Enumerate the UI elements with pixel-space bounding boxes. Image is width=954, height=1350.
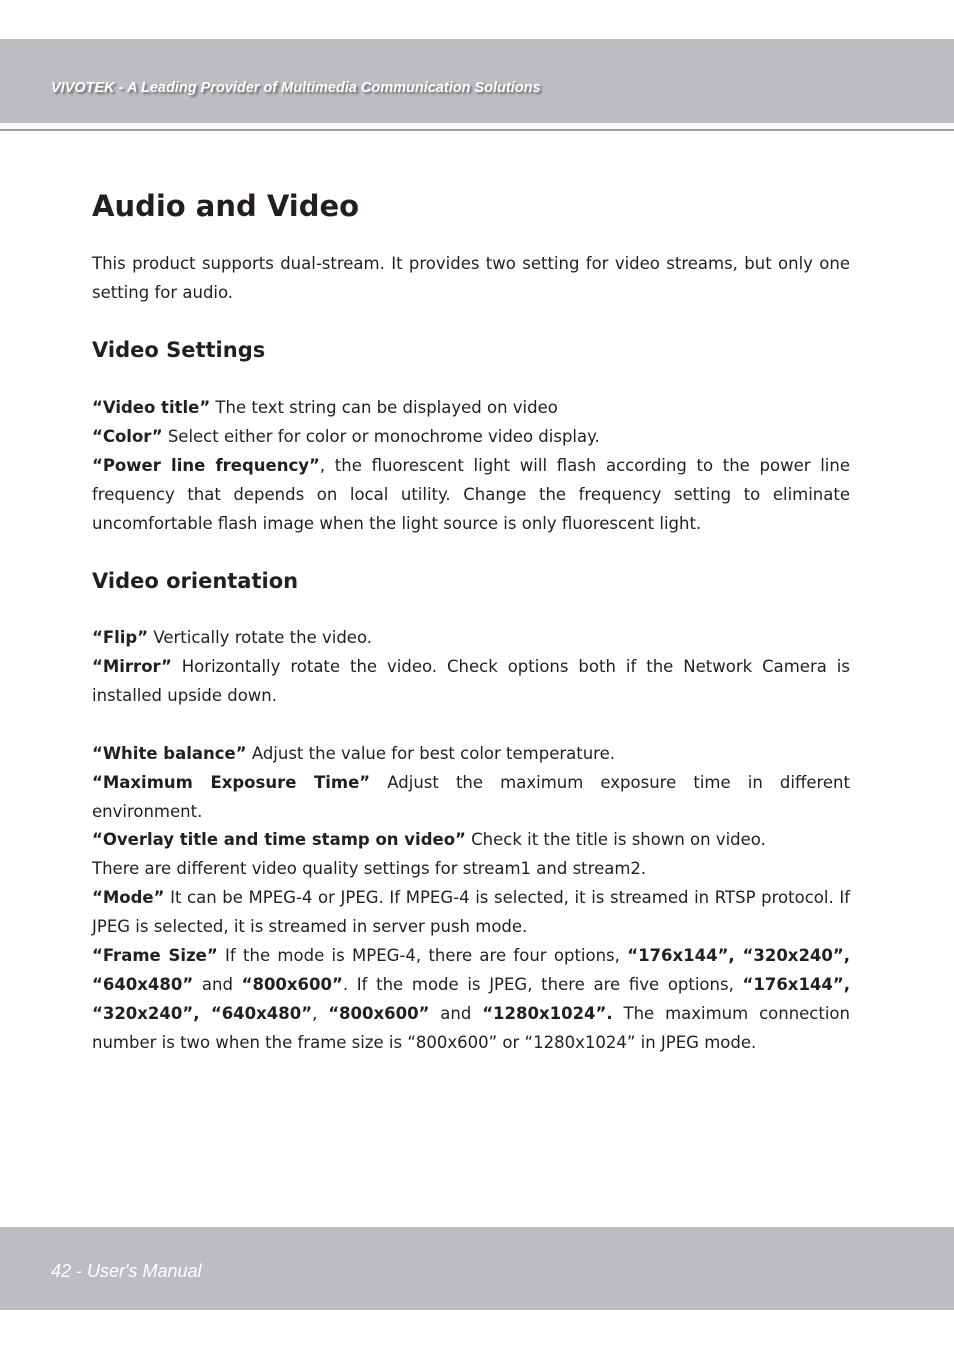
overlay-item xyxy=(92,825,850,854)
frame-size-text-3: . If the mode is JPEG, there are five options, xyxy=(342,975,743,994)
frame-size-text-4: , xyxy=(312,1004,329,1023)
header-tagline: VIVOTEK - A Leading Provider of Multimedia Communication Solutions xyxy=(51,80,541,96)
frame-size-mpeg4-option-800: “800x600” xyxy=(241,975,343,994)
video-orientation-heading: Video orientation xyxy=(92,569,299,593)
header-divider xyxy=(0,129,954,131)
frame-size-jpeg-options: “176x144”, “320x240”, “640x480” xyxy=(92,975,850,1023)
frame-size-text-1: If the mode is MPEG-4, there are four options, xyxy=(217,946,628,965)
power-line-desc: , the fluorescent light will flash according to the power line frequency that depends on local utility. Change the frequency setting to eliminate uncomfortable flash image when the light source is only fluorescent light. xyxy=(92,456,850,533)
footer-page-label: 42 - User's Manual xyxy=(51,1261,202,1281)
page-title: Audio and Video xyxy=(92,189,360,223)
frame-size-text-2: and xyxy=(193,975,242,994)
power-line-term: “Power line frequency” xyxy=(92,456,320,475)
video-settings-heading: Video Settings xyxy=(92,338,266,362)
frame-size-jpeg-option-800: “800x600” xyxy=(328,1004,430,1023)
white-balance-item xyxy=(92,739,850,768)
mirror-desc: Horizontally rotate the video. Check options both if the Network Camera is installed upside down. xyxy=(92,657,850,705)
video-title-term: “Video title” xyxy=(92,398,211,417)
max-exposure-term: “Maximum Exposure Time” xyxy=(92,773,371,792)
mirror-item xyxy=(92,652,850,710)
frame-size-jpeg-option-1280: “1280x1024”. xyxy=(482,1004,613,1023)
video-title-desc: The text string can be displayed on video xyxy=(210,398,558,417)
flip-desc: Vertically rotate the video. xyxy=(148,628,373,647)
video-title-item xyxy=(92,393,850,422)
overlay-desc: Check it the title is shown on video. xyxy=(465,830,766,849)
color-term: “Color” xyxy=(92,427,163,446)
flip-term: “Flip” xyxy=(92,628,149,647)
stream-note: There are different video quality settings for stream1 and stream2. xyxy=(92,859,647,878)
mode-desc: It can be MPEG-4 or JPEG. If MPEG-4 is selected, it is streamed in RTSP protocol. If JPEG is selected, it is streamed in server push mode. xyxy=(92,888,850,936)
flip-item xyxy=(92,623,850,652)
color-desc: Select either for color or monochrome video display. xyxy=(162,427,600,446)
white-balance-desc: Adjust the value for best color temperature. xyxy=(246,744,615,763)
intro-paragraph: This product supports dual-stream. It provides two setting for video streams, but only one setting for audio. xyxy=(92,254,850,302)
white-balance-term: “White balance” xyxy=(92,744,247,763)
mode-item xyxy=(92,883,850,941)
power-line-item xyxy=(92,451,850,538)
frame-size-item xyxy=(92,941,850,1057)
max-exposure-item xyxy=(92,768,850,826)
frame-size-mpeg4-options: “176x144”, “320x240”, “640x480” xyxy=(92,946,851,994)
max-exposure-desc: Adjust the maximum exposure time in different environment. xyxy=(92,773,850,821)
overlay-term: “Overlay title and time stamp on video” xyxy=(92,830,466,849)
frame-size-text-5: and xyxy=(429,1004,483,1023)
frame-size-term: “Frame Size” xyxy=(92,946,218,965)
frame-size-text-6: The maximum connection number is two when the frame size is “800x600” or “1280x1024” in JPEG mode. xyxy=(92,1004,850,1052)
color-item xyxy=(92,422,850,451)
mirror-term: “Mirror” xyxy=(92,657,172,676)
mode-term: “Mode” xyxy=(92,888,165,907)
